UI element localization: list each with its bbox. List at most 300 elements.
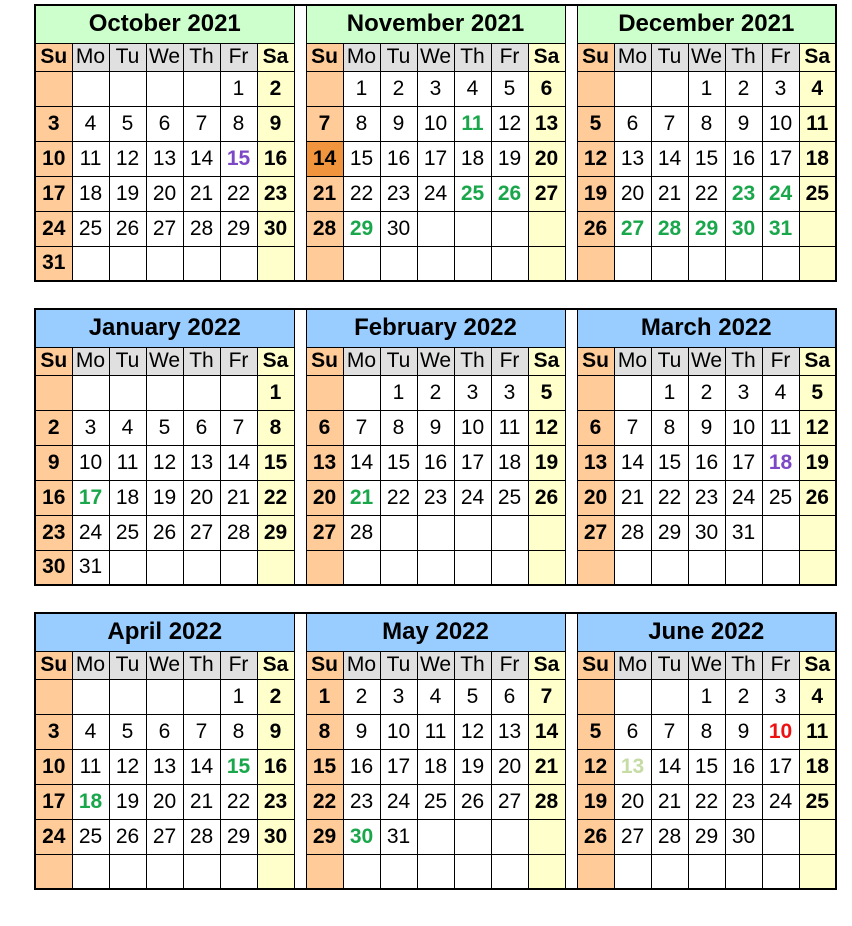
date-cell[interactable]: 9 [35,445,72,480]
date-cell[interactable]: 18 [454,141,491,176]
date-cell[interactable]: 25 [799,176,836,211]
date-cell[interactable]: 23 [380,176,417,211]
empty-cell [799,246,836,281]
date-cell[interactable]: 9 [688,410,725,445]
date-cell[interactable]: 6 [528,71,565,106]
date-cell[interactable]: 31 [762,211,799,246]
empty-cell [220,854,257,889]
date-cell[interactable]: 26 [577,211,614,246]
date-cell[interactable]: 14 [343,445,380,480]
date-cell[interactable]: 16 [343,749,380,784]
date-cell[interactable]: 14 [614,445,651,480]
date-cell[interactable]: 11 [109,445,146,480]
date-cell[interactable]: 23 [688,480,725,515]
date-cell[interactable]: 8 [343,106,380,141]
date-cell[interactable]: 12 [528,410,565,445]
date-cell[interactable]: 31 [35,246,72,281]
date-cell[interactable]: 16 [725,749,762,784]
date-cell[interactable]: 27 [528,176,565,211]
date-cell[interactable]: 16 [35,480,72,515]
empty-cell [380,550,417,585]
empty-cell [762,550,799,585]
date-cell[interactable]: 24 [35,211,72,246]
date-cell[interactable]: 28 [306,211,343,246]
date-cell[interactable]: 29 [220,211,257,246]
date-cell[interactable]: 3 [454,375,491,410]
date-cell[interactable]: 9 [343,714,380,749]
date-cell[interactable]: 24 [762,176,799,211]
date-cell[interactable]: 12 [146,445,183,480]
date-cell[interactable]: 24 [417,176,454,211]
date-cell[interactable]: 16 [257,749,294,784]
date-cell[interactable]: 25 [72,819,109,854]
date-cell[interactable]: 29 [306,819,343,854]
date-cell[interactable]: 29 [688,819,725,854]
date-cell[interactable]: 5 [146,410,183,445]
date-cell[interactable]: 8 [688,714,725,749]
date-cell[interactable]: 13 [146,749,183,784]
date-cell[interactable]: 10 [72,445,109,480]
date-cell[interactable]: 20 [146,176,183,211]
date-cell[interactable]: 19 [577,176,614,211]
date-cell[interactable]: 21 [183,176,220,211]
date-cell[interactable]: 4 [109,410,146,445]
date-cell[interactable]: 8 [688,106,725,141]
date-cell[interactable]: 25 [109,515,146,550]
date-cell[interactable]: 27 [146,211,183,246]
date-cell[interactable]: 10 [725,410,762,445]
date-cell[interactable]: 24 [725,480,762,515]
empty-cell [35,375,72,410]
date-cell[interactable]: 28 [614,515,651,550]
date-cell[interactable]: 27 [614,211,651,246]
date-cell[interactable]: 26 [109,211,146,246]
date-cell[interactable]: 13 [491,714,528,749]
date-cell[interactable]: 3 [725,375,762,410]
date-cell[interactable]: 27 [146,819,183,854]
date-cell[interactable]: 7 [183,714,220,749]
date-cell[interactable]: 2 [417,375,454,410]
date-cell[interactable]: 9 [380,106,417,141]
date-cell[interactable]: 15 [380,445,417,480]
date-cell[interactable]: 1 [380,375,417,410]
date-cell[interactable]: 2 [257,71,294,106]
date-cell[interactable]: 27 [183,515,220,550]
date-cell[interactable]: 22 [220,784,257,819]
date-cell[interactable]: 15 [688,749,725,784]
date-cell[interactable]: 4 [799,71,836,106]
date-cell[interactable]: 20 [614,784,651,819]
date-cell[interactable]: 26 [454,784,491,819]
date-cell[interactable]: 6 [577,410,614,445]
date-cell[interactable]: 1 [257,375,294,410]
date-cell[interactable]: 6 [491,679,528,714]
date-cell[interactable]: 20 [146,784,183,819]
date-cell[interactable]: 23 [257,176,294,211]
date-cell[interactable]: 17 [454,445,491,480]
date-cell[interactable]: 1 [651,375,688,410]
empty-cell [614,246,651,281]
date-cell[interactable]: 19 [146,480,183,515]
date-cell[interactable]: 21 [528,749,565,784]
date-cell[interactable]: 17 [380,749,417,784]
date-cell[interactable]: 22 [651,480,688,515]
date-cell[interactable]: 29 [257,515,294,550]
date-cell[interactable]: 4 [417,679,454,714]
date-cell[interactable]: 24 [762,784,799,819]
date-cell[interactable]: 2 [380,71,417,106]
date-cell[interactable]: 18 [417,749,454,784]
date-cell[interactable]: 5 [577,106,614,141]
date-cell[interactable]: 22 [306,784,343,819]
date-cell[interactable]: 23 [257,784,294,819]
date-cell[interactable]: 27 [614,819,651,854]
date-cell[interactable]: 13 [306,445,343,480]
date-cell[interactable]: 7 [306,106,343,141]
date-cell[interactable]: 26 [528,480,565,515]
empty-cell [146,71,183,106]
date-cell[interactable]: 21 [183,784,220,819]
date-cell[interactable]: 3 [491,375,528,410]
date-cell[interactable]: 19 [577,784,614,819]
date-cell[interactable]: 24 [72,515,109,550]
date-cell[interactable]: 16 [257,141,294,176]
date-cell[interactable]: 30 [257,211,294,246]
empty-cell [688,854,725,889]
date-cell[interactable]: 28 [651,211,688,246]
date-cell[interactable]: 20 [614,176,651,211]
date-cell[interactable]: 21 [651,784,688,819]
day-header: We [688,43,725,71]
date-cell[interactable]: 30 [725,819,762,854]
date-cell[interactable]: 30 [688,515,725,550]
date-cell[interactable]: 11 [417,714,454,749]
month-gap-spacer [565,5,577,281]
empty-cell [528,515,565,550]
date-cell[interactable]: 20 [183,480,220,515]
date-cell[interactable]: 10 [417,106,454,141]
date-cell[interactable]: 15 [220,141,257,176]
date-cell[interactable]: 4 [762,375,799,410]
date-cell[interactable]: 19 [109,176,146,211]
date-cell[interactable]: 13 [528,106,565,141]
date-cell[interactable]: 24 [380,784,417,819]
date-cell[interactable]: 30 [257,819,294,854]
date-cell[interactable]: 2 [688,375,725,410]
date-cell[interactable]: 10 [380,714,417,749]
date-cell[interactable]: 20 [577,480,614,515]
date-cell[interactable]: 12 [491,106,528,141]
date-cell[interactable]: 9 [257,714,294,749]
date-cell[interactable]: 11 [72,749,109,784]
date-cell[interactable]: 6 [306,410,343,445]
date-cell[interactable]: 9 [257,106,294,141]
date-cell[interactable]: 14 [651,749,688,784]
day-header: We [146,347,183,375]
date-cell[interactable]: 17 [35,784,72,819]
date-cell[interactable]: 30 [35,550,72,585]
date-cell[interactable]: 5 [491,71,528,106]
date-cell[interactable]: 3 [35,714,72,749]
day-header: Mo [343,347,380,375]
date-cell[interactable]: 15 [651,445,688,480]
date-cell[interactable]: 2 [257,679,294,714]
date-cell[interactable]: 30 [725,211,762,246]
date-cell[interactable]: 19 [454,749,491,784]
date-cell[interactable]: 6 [614,106,651,141]
date-cell[interactable]: 26 [799,480,836,515]
date-cell[interactable]: 14 [306,141,343,176]
date-cell[interactable]: 4 [72,714,109,749]
date-cell[interactable]: 30 [343,819,380,854]
date-cell[interactable]: 17 [762,141,799,176]
date-cell[interactable]: 2 [343,679,380,714]
date-cell[interactable]: 1 [220,71,257,106]
date-cell[interactable]: 28 [183,819,220,854]
date-cell[interactable]: 18 [72,176,109,211]
empty-cell [491,819,528,854]
date-cell[interactable]: 28 [343,515,380,550]
date-cell[interactable]: 5 [109,106,146,141]
date-cell[interactable]: 21 [220,480,257,515]
day-header: Mo [72,651,109,679]
date-cell[interactable]: 31 [72,550,109,585]
date-cell[interactable]: 20 [306,480,343,515]
date-cell[interactable]: 8 [257,410,294,445]
empty-cell [528,854,565,889]
date-cell[interactable]: 13 [146,141,183,176]
date-cell[interactable]: 3 [762,71,799,106]
empty-cell [417,246,454,281]
day-header: Sa [257,43,294,71]
date-cell[interactable]: 15 [220,749,257,784]
date-cell[interactable]: 13 [577,445,614,480]
date-cell[interactable]: 21 [614,480,651,515]
date-cell[interactable]: 12 [109,141,146,176]
date-cell[interactable]: 1 [343,71,380,106]
date-cell[interactable]: 28 [220,515,257,550]
empty-cell [528,246,565,281]
empty-cell [146,375,183,410]
date-cell[interactable]: 25 [454,176,491,211]
date-cell[interactable]: 31 [380,819,417,854]
date-cell[interactable]: 27 [577,515,614,550]
date-cell[interactable]: 18 [762,445,799,480]
date-cell[interactable]: 11 [799,106,836,141]
date-cell[interactable]: 18 [109,480,146,515]
date-cell[interactable]: 5 [577,714,614,749]
date-cell[interactable]: 3 [35,106,72,141]
date-cell[interactable]: 24 [454,480,491,515]
day-header: Mo [614,347,651,375]
empty-cell [614,854,651,889]
day-header: Mo [72,347,109,375]
date-cell[interactable]: 16 [380,141,417,176]
date-cell[interactable]: 24 [35,819,72,854]
date-cell[interactable]: 22 [688,176,725,211]
date-cell[interactable]: 26 [577,819,614,854]
date-cell[interactable]: 10 [35,141,72,176]
date-cell[interactable]: 6 [146,714,183,749]
date-cell[interactable]: 22 [343,176,380,211]
date-cell[interactable]: 19 [799,445,836,480]
date-cell[interactable]: 3 [762,679,799,714]
date-cell[interactable]: 7 [528,679,565,714]
date-cell[interactable]: 5 [109,714,146,749]
date-cell[interactable]: 7 [220,410,257,445]
date-cell[interactable]: 25 [417,784,454,819]
date-cell[interactable]: 30 [380,211,417,246]
date-cell[interactable]: 9 [725,714,762,749]
date-cell[interactable]: 25 [799,784,836,819]
date-cell[interactable]: 8 [220,106,257,141]
date-cell[interactable]: 17 [72,480,109,515]
date-cell[interactable]: 22 [220,176,257,211]
date-cell[interactable]: 10 [454,410,491,445]
date-cell[interactable]: 3 [72,410,109,445]
date-cell[interactable]: 31 [725,515,762,550]
date-cell[interactable]: 29 [343,211,380,246]
date-cell[interactable]: 14 [528,714,565,749]
date-cell[interactable]: 8 [306,714,343,749]
date-cell[interactable]: 13 [183,445,220,480]
date-cell[interactable]: 2 [35,410,72,445]
date-cell[interactable]: 28 [528,784,565,819]
date-cell[interactable]: 15 [257,445,294,480]
date-cell[interactable]: 6 [146,106,183,141]
date-cell[interactable]: 5 [799,375,836,410]
date-cell[interactable]: 22 [380,480,417,515]
date-cell[interactable]: 21 [306,176,343,211]
date-cell[interactable]: 9 [725,106,762,141]
date-cell[interactable]: 17 [762,749,799,784]
month-gap-spacer [294,309,306,585]
date-cell[interactable]: 21 [651,176,688,211]
date-cell[interactable]: 28 [651,819,688,854]
date-cell[interactable]: 7 [343,410,380,445]
date-cell[interactable]: 28 [183,211,220,246]
date-cell[interactable]: 17 [35,176,72,211]
date-cell[interactable]: 2 [725,71,762,106]
date-cell[interactable]: 19 [491,141,528,176]
date-cell[interactable]: 18 [799,141,836,176]
month-gap-spacer [294,613,306,889]
date-cell[interactable]: 18 [72,784,109,819]
empty-cell [651,550,688,585]
date-cell[interactable]: 17 [417,141,454,176]
date-cell[interactable]: 1 [306,679,343,714]
date-cell[interactable]: 29 [688,211,725,246]
date-cell[interactable]: 11 [454,106,491,141]
date-cell[interactable]: 3 [417,71,454,106]
date-cell[interactable]: 21 [343,480,380,515]
date-cell[interactable]: 29 [220,819,257,854]
date-cell[interactable]: 26 [109,819,146,854]
date-cell[interactable]: 10 [762,714,799,749]
date-cell[interactable]: 23 [343,784,380,819]
date-cell[interactable]: 7 [183,106,220,141]
date-cell[interactable]: 8 [220,714,257,749]
date-cell[interactable]: 4 [72,106,109,141]
date-cell[interactable]: 4 [799,679,836,714]
date-cell[interactable]: 7 [651,714,688,749]
date-cell[interactable]: 18 [799,749,836,784]
date-cell[interactable]: 6 [183,410,220,445]
date-cell[interactable]: 11 [491,410,528,445]
date-cell[interactable]: 11 [799,714,836,749]
date-cell[interactable]: 13 [614,141,651,176]
date-cell[interactable]: 20 [491,749,528,784]
date-cell[interactable]: 19 [109,784,146,819]
date-cell[interactable]: 13 [614,749,651,784]
date-cell[interactable]: 5 [454,679,491,714]
date-cell[interactable]: 12 [577,749,614,784]
date-cell[interactable]: 1 [688,679,725,714]
day-header: Tu [651,651,688,679]
date-cell[interactable]: 14 [183,749,220,784]
date-cell[interactable]: 23 [725,784,762,819]
date-cell[interactable]: 27 [306,515,343,550]
date-cell[interactable]: 5 [528,375,565,410]
date-cell[interactable]: 17 [725,445,762,480]
date-cell[interactable]: 25 [72,211,109,246]
date-cell[interactable]: 2 [725,679,762,714]
date-cell[interactable]: 22 [257,480,294,515]
date-cell[interactable]: 16 [725,141,762,176]
date-cell[interactable]: 6 [614,714,651,749]
date-cell[interactable]: 11 [72,141,109,176]
date-cell[interactable]: 7 [651,106,688,141]
date-cell[interactable]: 14 [651,141,688,176]
date-cell[interactable]: 12 [454,714,491,749]
date-cell[interactable]: 11 [762,410,799,445]
date-cell[interactable]: 27 [491,784,528,819]
date-cell[interactable]: 20 [528,141,565,176]
date-cell[interactable]: 12 [109,749,146,784]
date-cell[interactable]: 25 [491,480,528,515]
date-cell[interactable]: 15 [688,141,725,176]
date-cell[interactable]: 8 [380,410,417,445]
date-cell[interactable]: 23 [417,480,454,515]
date-cell[interactable]: 10 [35,749,72,784]
date-cell[interactable]: 1 [220,679,257,714]
date-cell[interactable]: 22 [688,784,725,819]
date-cell[interactable]: 12 [799,410,836,445]
date-cell[interactable]: 26 [491,176,528,211]
date-cell[interactable]: 26 [146,515,183,550]
date-cell[interactable]: 9 [417,410,454,445]
date-cell[interactable]: 4 [454,71,491,106]
date-cell[interactable]: 15 [343,141,380,176]
date-cell[interactable]: 10 [762,106,799,141]
date-cell[interactable]: 15 [306,749,343,784]
date-cell[interactable]: 25 [762,480,799,515]
date-cell[interactable]: 16 [417,445,454,480]
date-cell[interactable]: 23 [725,176,762,211]
date-cell[interactable]: 16 [688,445,725,480]
date-cell[interactable]: 8 [651,410,688,445]
date-cell[interactable]: 14 [183,141,220,176]
date-cell[interactable]: 3 [380,679,417,714]
date-cell[interactable]: 1 [688,71,725,106]
date-cell[interactable]: 14 [220,445,257,480]
date-cell[interactable]: 18 [491,445,528,480]
date-cell[interactable]: 12 [577,141,614,176]
date-cell[interactable]: 7 [614,410,651,445]
date-cell[interactable]: 19 [528,445,565,480]
date-cell[interactable]: 29 [651,515,688,550]
date-cell[interactable]: 23 [35,515,72,550]
